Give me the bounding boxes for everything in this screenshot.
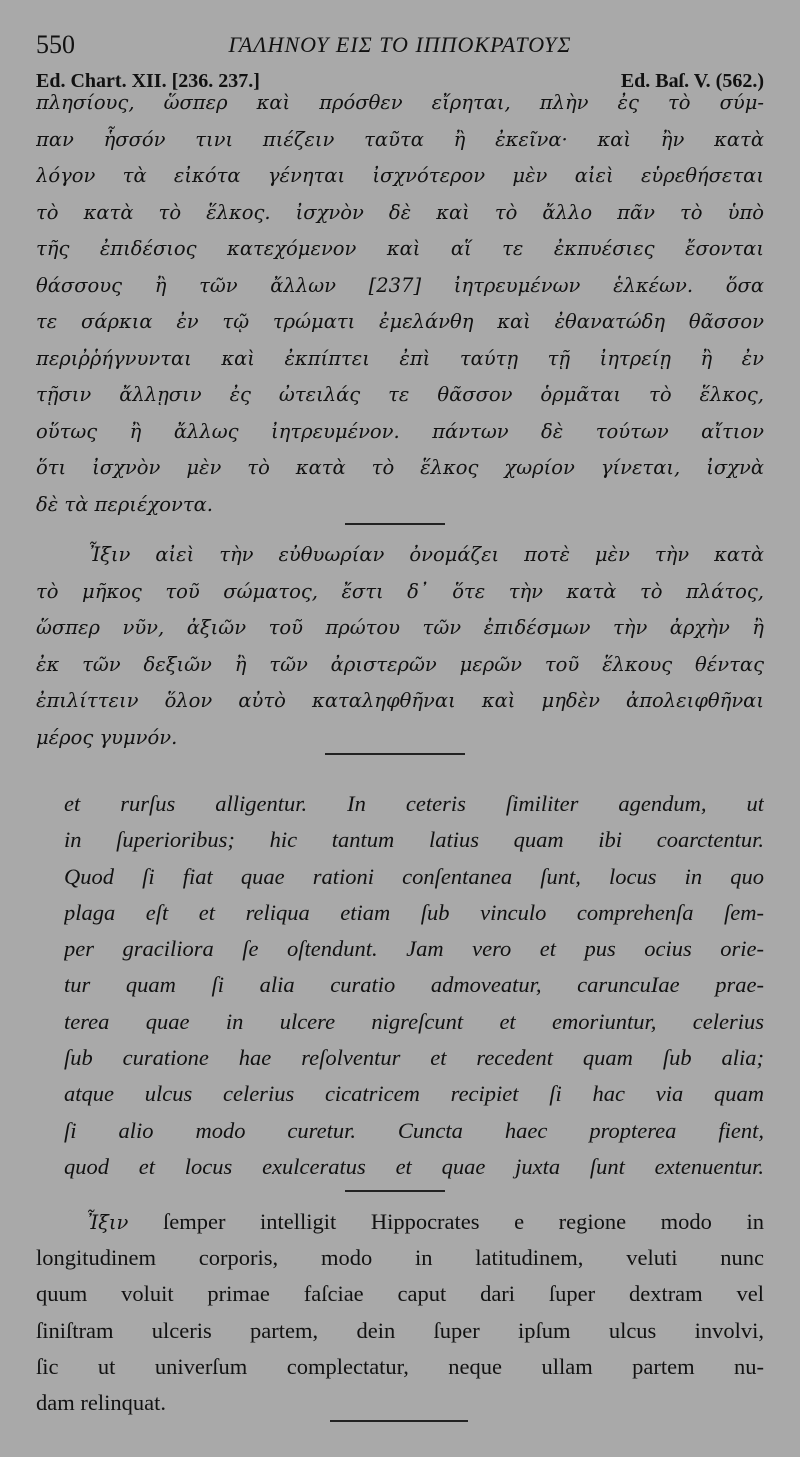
text-line: ſub curatione hae reſolventur et recedent quam ſub alia; [64,1045,764,1071]
greek-paragraph-1 [36,85,764,523]
text-line: τῆς ἐπιδέσιος κατεχόμενον καὶ αἵ τε ἐκπυέσιες ἔσονται [36,237,764,260]
text-line: plaga eſt et reliqua etiam ſub vinculo comprehenſa ſem- [64,899,764,925]
page-number: 550 [36,30,75,59]
text-line: longitudinem corporis, modo in latitudinem, veluti nunc [36,1245,764,1271]
text-line: ἐκ τῶν δεξιῶν ἢ τῶν ἀριστερῶν μερῶν τοῦ ἕλκους θέντας [36,652,764,676]
text-line: ὥσπερ νῦν, ἀξιῶν τοῦ πρώτου τῶν ἐπιδέσμων τὴν ἀρχὴν ἢ [36,616,764,639]
edition-ref-bas: Ed. Baſ. V. (562.) [620,70,764,92]
text-line: Quod ſi fiat quae rationi conſentanea ſunt, locus in quo [64,863,764,889]
text-line: et rurſus alligentur. In ceteris ſimiliter agendum, ut [64,791,764,816]
running-title: ΓΑΛΗΝΟΥ ΕΙΣ ΤΟ ΙΠΠΟΚΡΑΤΟΥΣ [228,32,572,57]
text-line: πλησίους, ὥσπερ καὶ πρόσθεν εἴρηται, πλὴν ἐς τὸ σύμ- [36,91,764,114]
text-line: τε σάρκια ἐν τῷ τρώματι ἐμελάνθη καὶ ἐθανατώδη θᾶσσον [36,310,764,333]
text-line [36,1204,764,1240]
section-divider [325,753,465,755]
text-line: dam relinquat. [36,1389,166,1415]
text-line: λόγον τὰ εἰκότα γένηται ἰσχνότερον μὲν αἰεὶ εὑρεθήσεται [36,164,764,187]
text-line: atque ulcus celerius cicatricem recipiet ſi hac via quam [64,1081,764,1107]
latin-paragraph [64,786,764,1185]
text-line: ſiniſtram ulceris partem, dein ſuper ipſum ulcus involvi, [36,1317,764,1343]
text-line: ἐπιλίττειν ὅλον αὐτὸ καταληφθῆναι καὶ μηδὲν ἀπολειφθῆναι [36,689,764,712]
text-line: ſi alio modo curetur. Cuncta haec propterea fient, [64,1117,764,1143]
text-line: terea quae in ulcere nigreſcunt et emoriuntur, celerius [64,1008,764,1034]
text-line: θάσσους ἢ τῶν ἄλλων [237] ἰητρευμένων ἑλκέων. ὅσα [36,273,764,297]
text-line: per graciliora ſe oſtendunt. Jam vero et pus ocius orie- [64,936,764,962]
text-line: περιῤῥήγνυνται καὶ ἐκπίπτει ἐπὶ ταύτῃ τῇ ἰητρείῃ ἢ ἐν [36,346,764,370]
text-line: ſic ut univerſum complectatur, neque ullam partem nu- [36,1353,764,1379]
section-divider [345,1190,445,1192]
text-line: τὸ μῆκος τοῦ σώματος, ἔστι δ᾽ ὅτε τὴν κατὰ τὸ πλάτος, [36,579,764,603]
section-divider [330,1420,468,1422]
text-line: in ſuperioribus; hic tantum latius quam ibi coarctentur. [64,827,764,853]
text-line: τὸ κατὰ τὸ ἕλκος. ἰσχνὸν δὲ καὶ τὸ ἄλλο πᾶν τὸ ὑπὸ [36,200,764,224]
text-line: Ἶξιν αἰεὶ τὴν εὐθυωρίαν ὀνομάζει ποτὲ μὲν τὴν κατὰ [88,543,764,566]
latin-commentary-note [36,1204,764,1421]
text-line: παν ἧσσόν τινι πιέζειν ταῦτα ἢ ἐκεῖνα· καὶ ἢν κατὰ [36,127,764,151]
edition-ref-chart: Ed. Chart. XII. [236. 237.] [36,70,260,92]
text-line: δὲ τὰ περιέχοντα. [36,492,213,516]
text-line: οὕτως ἢ ἄλλως ἰητρευμένον. πάντων δὲ τούτων αἴτιον [36,419,764,443]
text-line: tur quam ſi alia curatio admoveatur, caruncuIae prae- [64,972,764,998]
text-line: μέρος γυμνόν. [36,725,178,749]
text-line: ὅτι ἰσχνὸν μὲν τὸ κατὰ τὸ ἕλκος χωρίον γίνεται, ἰσχνὰ [36,456,764,479]
text-line: quum voluit primae faſciae caput dari ſuper dextram vel [36,1281,764,1307]
text-line: quod et locus exulceratus et quae juxta ſunt extenuentur. [64,1153,764,1179]
note-first-line-text: ſemper intelligit Hippocrates e regione modo in [128,1209,764,1234]
page-header [36,28,764,62]
note-lead-word: Ἶξιν [86,1211,129,1234]
section-divider [345,523,445,525]
greek-paragraph-2 [36,537,764,756]
text-line: τῇσιν ἄλλῃσιν ἐς ὠτειλάς τε θᾶσσον ὁρμᾶται τὸ ἕλκος, [36,383,764,406]
